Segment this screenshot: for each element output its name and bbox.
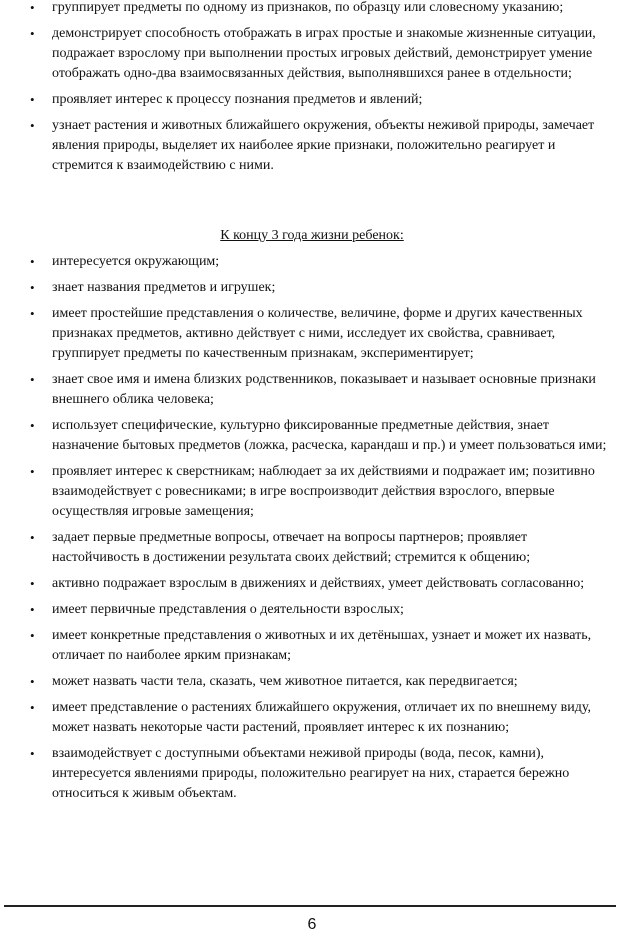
list-item-text: имеет первичные представления о деятельности взрослых; bbox=[52, 602, 404, 617]
bullet-icon: • bbox=[30, 372, 35, 387]
list-item-text: может назвать части тела, сказать, чем животное питается, как передвигается; bbox=[52, 674, 518, 689]
list-item bbox=[0, 90, 624, 110]
list-item bbox=[0, 304, 624, 364]
list-item bbox=[0, 416, 624, 456]
list-item bbox=[0, 626, 624, 666]
list-item-text: взаимодействует с доступными объектами неживой природы (вода, песок, камни), интересуется явлениями природы, положительно реагирует на них, старается бережно относиться к живым объектам. bbox=[52, 746, 570, 801]
list-item bbox=[0, 672, 624, 692]
bullet-icon: • bbox=[30, 464, 35, 479]
bullet-icon: • bbox=[30, 118, 35, 133]
list-item-text: демонстрирует способность отображать в играх простые и знакомые жизненные ситуации, подражает взрослому при выполнении простых игровых действий, демонстрирует умение отображать одно-два взаимосвязанных действия, выполнявшихся ранее в отдельности; bbox=[52, 26, 596, 81]
bullet-icon: • bbox=[30, 418, 35, 433]
list-item-text: узнает растения и животных ближайшего окружения, объекты неживой природы, замечает явления природы, выделяет их наиболее яркие признаки, положительно реагирует и стремится к взаимодействию с ними. bbox=[52, 118, 595, 173]
list-item bbox=[0, 24, 624, 84]
list-item bbox=[0, 698, 624, 738]
bullet-icon: • bbox=[30, 306, 35, 321]
list-item bbox=[0, 600, 624, 620]
bullet-icon: • bbox=[30, 280, 35, 295]
bullet-icon: • bbox=[30, 746, 35, 761]
list-item bbox=[0, 528, 624, 568]
list-item-text: имеет конкретные представления о животных и их детёнышах, узнает и может их назвать, отличает по наиболее ярким признакам; bbox=[52, 628, 592, 663]
bullet-icon: • bbox=[30, 26, 35, 41]
bullet-icon: • bbox=[30, 628, 35, 643]
bullet-icon: • bbox=[30, 0, 35, 15]
list-item-text: задает первые предметные вопросы, отвечает на вопросы партнеров; проявляет настойчивость в достижении результата своих действий; стремится к общению; bbox=[52, 530, 531, 565]
list-item-text: интересуется окружающим; bbox=[52, 254, 220, 269]
list-item bbox=[0, 574, 624, 594]
list-item bbox=[0, 462, 624, 522]
bullet-icon: • bbox=[30, 700, 35, 715]
list-item-text: имеет простейшие представления о количестве, величине, форме и других качественных признаках предметов, активно действует с ними, исследует их свойства, сравнивает, группирует предметы по качественным признакам, экспериментирует; bbox=[52, 306, 583, 361]
bullet-list-top bbox=[0, 0, 624, 182]
list-item-text: группирует предметы по одному из признаков, по образцу или словесному указанию; bbox=[52, 0, 564, 15]
bullet-icon: • bbox=[30, 602, 35, 617]
list-item-text: проявляет интерес к сверстникам; наблюдает за их действиями и подражает им; позитивно взаимодействует с ровесниками; в игре воспроизводит действия взрослого, впервые осуществляя игровые замещения; bbox=[52, 464, 595, 519]
list-item bbox=[0, 0, 624, 18]
bullet-icon: • bbox=[30, 576, 35, 591]
list-item-text: использует специфические, культурно фиксированные предметные действия, знает назначение бытовых предметов (ложка, расческа, карандаш и пр.) и умеет пользоваться ими; bbox=[52, 418, 607, 453]
list-item bbox=[0, 278, 624, 298]
list-item bbox=[0, 116, 624, 176]
bullet-icon: • bbox=[30, 254, 35, 269]
list-item-text: знает свое имя и имена близких родственников, показывает и называет основные признаки внешнего облика человека; bbox=[52, 372, 596, 407]
section-heading-text: К концу 3 года жизни ребенок: bbox=[220, 228, 404, 243]
list-item-text: знает названия предметов и игрушек; bbox=[52, 280, 276, 295]
bullet-icon: • bbox=[30, 674, 35, 689]
list-item-text: активно подражает взрослым в движениях и действиях, умеет действовать согласованно; bbox=[52, 576, 585, 591]
bullet-icon: • bbox=[30, 92, 35, 107]
bullet-list-section bbox=[0, 252, 624, 810]
list-item-text: имеет представление о растениях ближайшего окружения, отличает их по внешнему виду, может назвать некоторые части растений, проявляет интерес к их познанию; bbox=[52, 700, 591, 735]
page-number: 6 bbox=[307, 916, 317, 933]
footer-divider bbox=[4, 905, 616, 907]
bullet-icon: • bbox=[30, 530, 35, 545]
list-item bbox=[0, 744, 624, 804]
list-item-text: проявляет интерес к процессу познания предметов и явлений; bbox=[52, 92, 423, 107]
list-item bbox=[0, 252, 624, 272]
list-item bbox=[0, 370, 624, 410]
section-heading bbox=[0, 227, 624, 245]
